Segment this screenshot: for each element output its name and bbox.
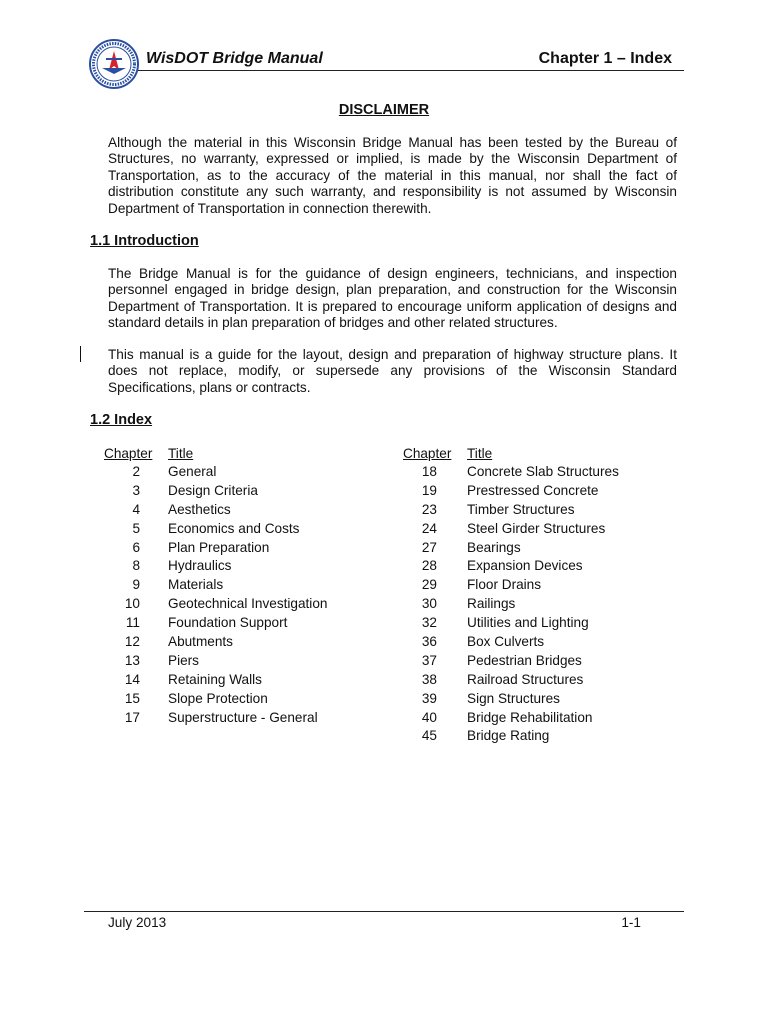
header-chapter: Chapter 1 – Index xyxy=(538,50,672,67)
index-row xyxy=(104,501,327,520)
chapter-number: 6 xyxy=(132,539,140,555)
chapter-number: 24 xyxy=(421,520,437,536)
index-row xyxy=(403,539,619,558)
chapter-number: 45 xyxy=(421,728,437,744)
index-row xyxy=(403,614,619,633)
index-row xyxy=(403,520,619,539)
chapter-column-label: Chapter xyxy=(403,446,452,461)
chapter-column-label: Chapter xyxy=(104,446,153,461)
chapter-title: Piers xyxy=(168,652,199,668)
chapter-title: Bridge Rating xyxy=(467,728,550,744)
chapter-number: 23 xyxy=(421,501,437,517)
index-row xyxy=(104,520,327,539)
chapter-title: Plan Preparation xyxy=(168,539,270,555)
index-row xyxy=(104,482,327,501)
chapter-title: Sign Structures xyxy=(467,690,560,706)
chapter-number: 3 xyxy=(132,482,140,498)
chapter-title: Box Culverts xyxy=(467,634,545,650)
chapter-number: 39 xyxy=(421,690,437,706)
index-row xyxy=(104,595,327,614)
footer-date: July 2013 xyxy=(108,915,167,930)
chapter-title: Retaining Walls xyxy=(168,671,262,687)
chapter-title: Utilities and Lighting xyxy=(467,615,589,631)
disclaimer-heading: DISCLAIMER xyxy=(338,102,430,118)
chapter-number: 17 xyxy=(124,709,140,725)
chapter-title: Economics and Costs xyxy=(168,520,300,536)
chapter-number: 12 xyxy=(124,634,140,650)
chapter-title: Timber Structures xyxy=(467,501,575,517)
index-row xyxy=(403,690,619,709)
introduction-paragraph: The Bridge Manual is for the guidance of design engineers, technicians, and inspection personnel engaged in bridge design, plan preparation, and construction for the Wisconsin Department of Transportation. It is prepared to encourage uniform application of designs and standard details in plan preparation of bridges and other related structures. xyxy=(108,266,677,331)
chapter-number: 28 xyxy=(421,558,437,574)
chapter-title: Design Criteria xyxy=(168,482,258,498)
chapter-number: 32 xyxy=(421,615,437,631)
header-divider xyxy=(138,70,684,71)
chapter-title: Bridge Rehabilitation xyxy=(467,709,593,725)
index-row xyxy=(104,539,327,558)
introduction-heading: 1.1 Introduction xyxy=(90,233,199,249)
chapter-number: 9 xyxy=(132,577,140,593)
chapter-number: 29 xyxy=(421,577,437,593)
index-row xyxy=(403,501,619,520)
index-heading: 1.2 Index xyxy=(90,412,153,428)
chapter-number: 36 xyxy=(421,634,437,650)
chapter-title: General xyxy=(168,464,217,479)
chapter-title: Expansion Devices xyxy=(467,558,583,574)
chapter-number: 40 xyxy=(421,709,437,725)
wisdot-seal-icon xyxy=(88,38,140,90)
chapter-number: 15 xyxy=(124,690,140,706)
index-row xyxy=(403,482,619,501)
index-row xyxy=(104,576,327,595)
footer-divider xyxy=(84,911,684,912)
index-row xyxy=(403,595,619,614)
chapter-title: Railroad Structures xyxy=(467,671,584,687)
chapter-title: Materials xyxy=(168,577,224,593)
chapter-number: 38 xyxy=(421,671,437,687)
index-row xyxy=(104,557,327,576)
index-row xyxy=(104,709,327,728)
title-column-label: Title xyxy=(467,446,493,461)
chapter-number: 11 xyxy=(125,615,140,631)
revision-change-bar xyxy=(80,346,81,362)
index-column-header xyxy=(104,445,327,463)
footer-page-number: 1-1 xyxy=(621,915,641,930)
chapter-title: Geotechnical Investigation xyxy=(168,596,328,612)
chapter-number: 18 xyxy=(421,464,437,479)
chapter-number: 5 xyxy=(132,520,140,536)
chapter-title: Abutments xyxy=(168,634,233,650)
chapter-title: Aesthetics xyxy=(168,501,231,517)
chapter-number: 30 xyxy=(421,596,437,612)
chapter-title: Railings xyxy=(467,596,516,612)
header-title: WisDOT Bridge Manual xyxy=(146,50,323,67)
chapter-number: 19 xyxy=(421,482,437,498)
index-row xyxy=(403,671,619,690)
chapter-number: 37 xyxy=(421,652,437,668)
index-row xyxy=(104,671,327,690)
index-row xyxy=(403,633,619,652)
index-row xyxy=(104,463,327,482)
chapter-number: 8 xyxy=(132,558,140,574)
chapter-title: Hydraulics xyxy=(168,558,232,574)
index-row xyxy=(104,633,327,652)
chapter-number: 13 xyxy=(124,652,140,668)
chapter-title: Concrete Slab Structures xyxy=(467,464,619,479)
index-row xyxy=(403,557,619,576)
chapter-number: 27 xyxy=(421,539,437,555)
index-row xyxy=(403,709,619,728)
index-column-right xyxy=(403,445,619,746)
title-column-label: Title xyxy=(168,446,194,461)
chapter-number: 10 xyxy=(124,596,140,612)
index-row xyxy=(403,652,619,671)
index-row xyxy=(104,614,327,633)
index-column-left xyxy=(104,445,327,727)
chapter-title: Steel Girder Structures xyxy=(467,520,606,536)
chapter-title: Pedestrian Bridges xyxy=(467,652,582,668)
chapter-title: Floor Drains xyxy=(467,577,542,593)
disclaimer-text: Although the material in this Wisconsin Bridge Manual has been tested by the Bureau of Structures, no warranty, expressed or implied, is made by the Wisconsin Department of Transportation, as to the accuracy of the material in this manual, nor shall the fact of distribution constitute any such warranty, and responsibility is not assumed by Wisconsin Department of Transportation in connection therewith. xyxy=(108,135,677,216)
chapter-number: 14 xyxy=(124,671,140,687)
chapter-title: Superstructure - General xyxy=(168,709,318,725)
chapter-title: Foundation Support xyxy=(168,615,288,631)
index-row xyxy=(403,576,619,595)
chapter-title: Prestressed Concrete xyxy=(467,482,599,498)
chapter-title: Bearings xyxy=(467,539,521,555)
chapter-number: 4 xyxy=(132,501,140,517)
index-row xyxy=(403,463,619,482)
index-row xyxy=(104,690,327,709)
introduction-paragraph: This manual is a guide for the layout, design and preparation of highway structure plans. It does not replace, modify, or supersede any provisions of the Wisconsin Standard Specifications, plans or contracts. xyxy=(108,347,677,395)
index-row xyxy=(104,652,327,671)
chapter-title: Slope Protection xyxy=(168,690,268,706)
chapter-number: 2 xyxy=(132,464,140,479)
index-column-header xyxy=(403,445,619,463)
index-row xyxy=(403,727,619,746)
